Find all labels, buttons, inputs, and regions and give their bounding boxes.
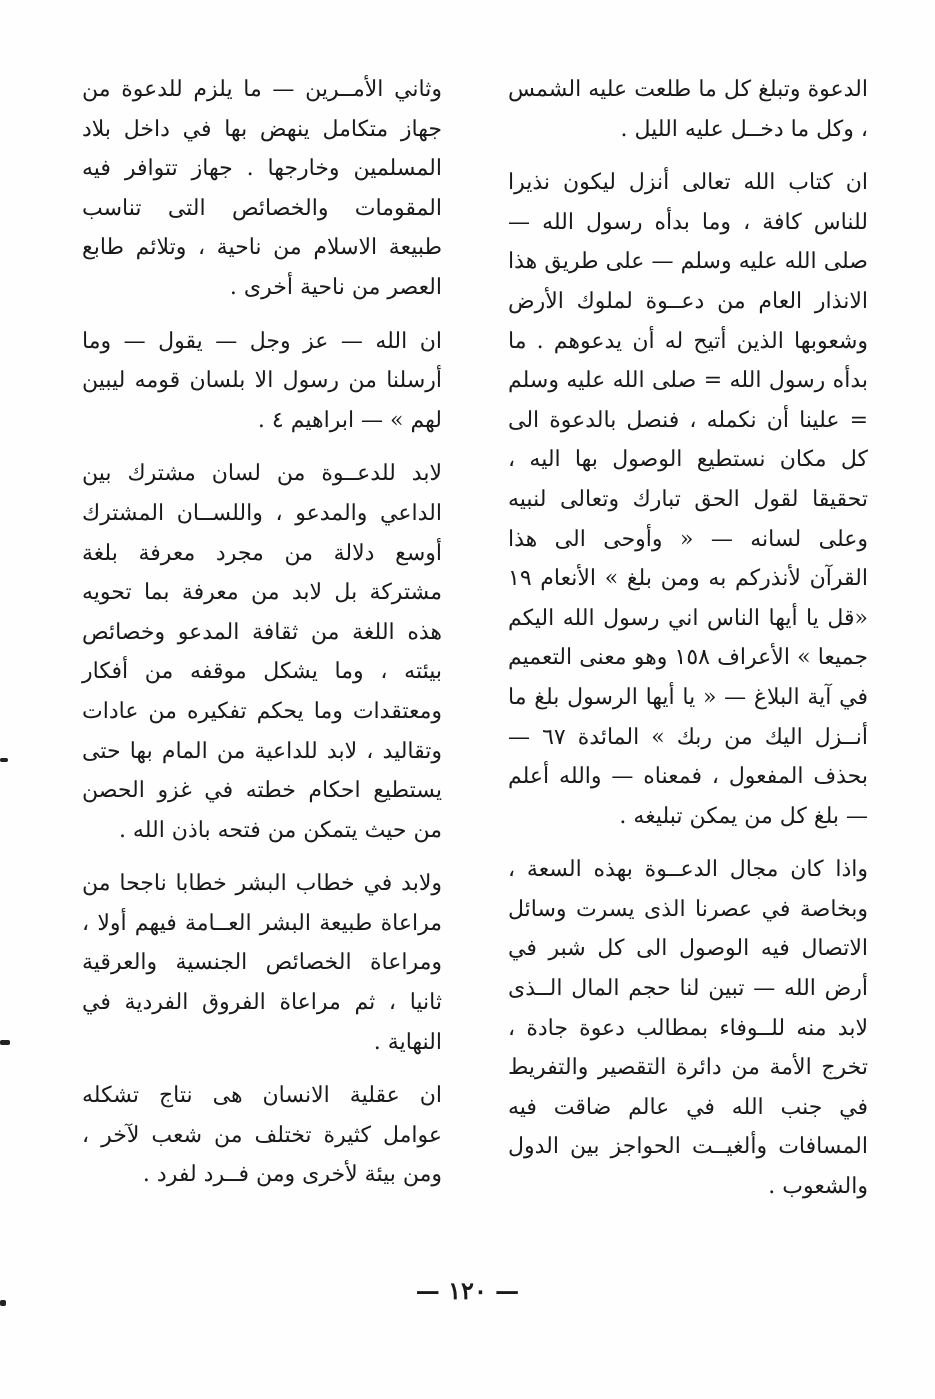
right-text-column — [508, 70, 868, 1221]
left-text-column — [82, 70, 442, 1209]
paragraph: وثاني الأمــرين — ما يلزم للدعوة من جهاز متكامل ينهض بها في داخل بلاد المسلمين وخارجها . جهاز تتوافر فيه المقومات والخصائص التى تناسب طبيعة الاسلام من ناحية ، وتلائم طابع العصر من ناحية أخرى . — [82, 77, 442, 300]
paragraph: ولابد في خطاب البشر خطابا ناجحا من مراعاة طبيعة البشر العــامة فيهم أولا ، ومراعاة الخصائص الجنسية والعرقية ثانيا ، ثم مراعاة الفروق الفردية في النهاية . — [82, 871, 442, 1055]
paragraph: واذا كان مجال الدعــوة بهذه السعة ، وبخاصة في عصرنا الذى يسرت وسائل الاتصال فيه الوصول الى كل شبر في أرض الله — تبين لنا حجم المال الــذى لابد منه للــوفاء بمطالب دعوة جادة ، تخرج الأمة من دائرة التقصير والتفريط في جنب الله في عالم ضاقت فيه المسافات وألغيــت الحواجز بين الدول والشعوب . — [508, 857, 868, 1200]
paragraph: الدعوة وتبلغ كل ما طلعت عليه الشمس ، وكل ما دخــل عليه الليل . — [508, 77, 868, 142]
page-number: — ١٢٠ — — [415, 1276, 520, 1305]
paragraph: ان عقلية الانسان هى نتاج تشكله عوامل كثيرة تختلف من شعب لآخر ، ومن بيئة لأخرى ومن فــرد لفرد . — [82, 1083, 442, 1188]
scan-edge-mark — [0, 1300, 6, 1306]
scan-edge-mark — [0, 758, 8, 762]
paragraph: لابد للدعــوة من لسان مشترك بين الداعي والمدعو ، واللســان المشترك أوسع دلالة من مجرد معرفة بلغة مشتركة بل لابد من معرفة بما تحويه هذه اللغة من ثقافة المدعو وخصائص بيئته ، وما يشكل موقفه من أفكار ومعتقدات وما يحكم تفكيره من عادات وتقاليد ، لابد للداعية من المام بها حتى يستطيع احكام خطته في غزو الحصن من حيث يتمكن من فتحه باذن الله . — [82, 461, 442, 843]
paragraph: ان كتاب الله تعالى أنزل ليكون نذيرا للناس كافة ، وما بدأه رسول الله — صلى الله عليه وسلم — على طريق هذا الانذار العام من دعــوة لملوك الأرض وشعوبها الذين أتيح له أن يدعوهم . ما بدأه رسول الله = صلى الله عليه وسلم = علينا أن نكمله ، فنصل بالدعوة الى كل مكان نستطيع الوصول بها اليه ، تحقيقا لقول الحق تبارك وتعالى لنبيه وعلى لسانه — « وأوحى الى هذا القرآن لأنذركم به ومن بلغ » الأنعام ١٩ «قل يا أيها الناس اني رسول الله اليكم جميعا » الأعراف ١٥٨ وهو معنى التعميم في آية البلاغ — « يا أيها الرسول بلغ ما أنــزل اليك من ربك » المائدة ٦٧ — بحذف المفعول ، فمعناه — والله أعلم — بلغ كل من يمكن تبليغه . — [508, 170, 868, 829]
scan-edge-mark — [0, 1040, 10, 1045]
paragraph: ان الله — عز وجل — يقول — وما أرسلنا من رسول الا بلسان قومه ليبين لهم » — ابراهيم ٤ . — [82, 328, 442, 433]
